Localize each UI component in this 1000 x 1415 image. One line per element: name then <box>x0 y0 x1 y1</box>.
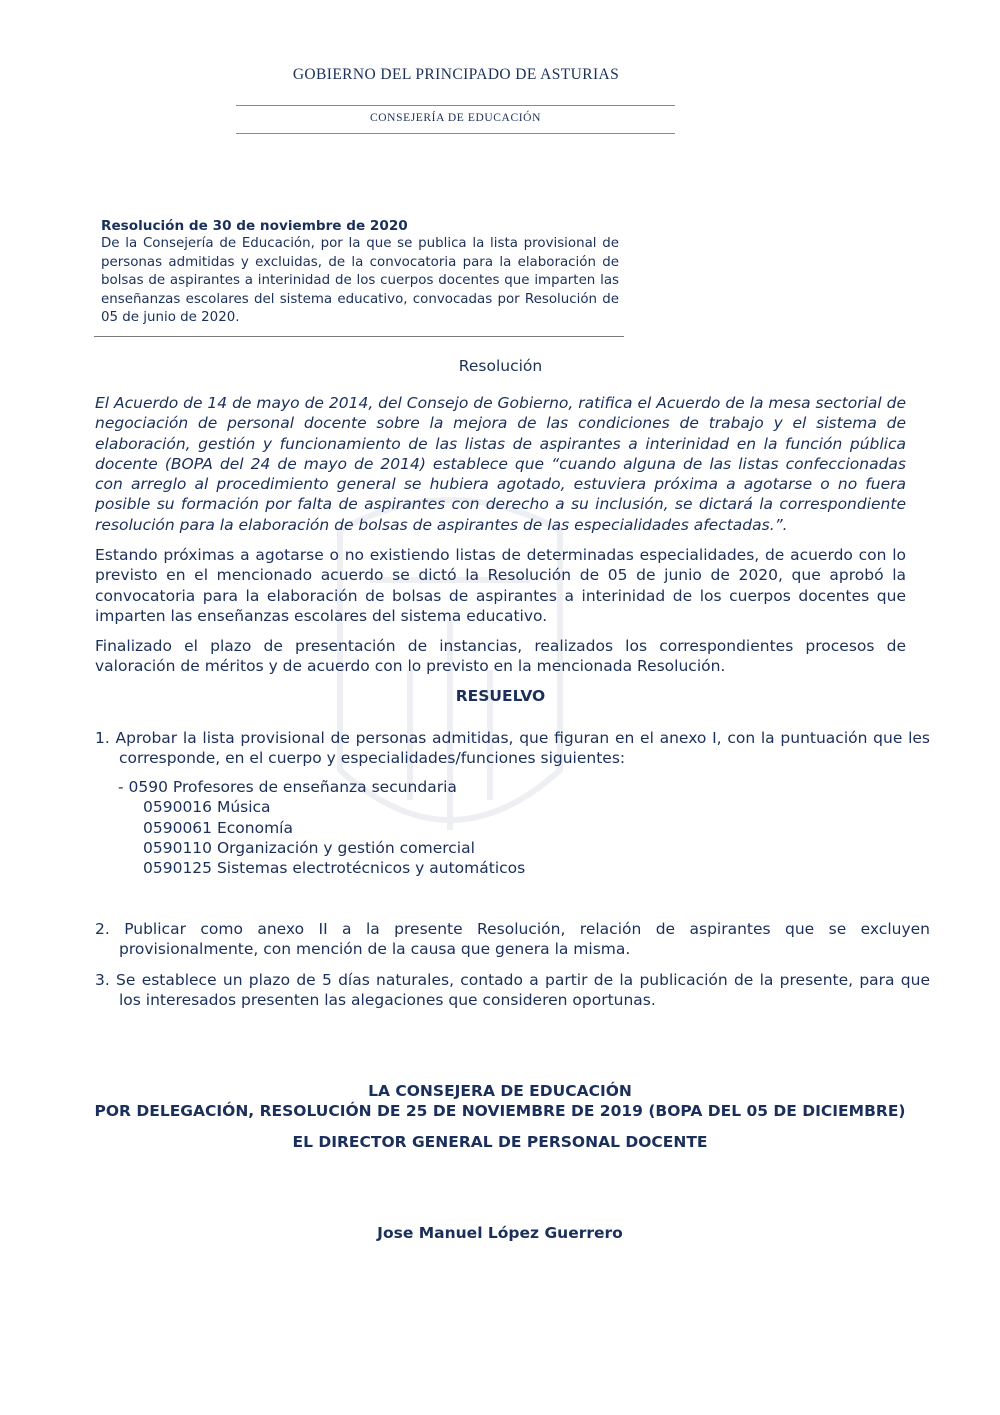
intro-quote-paragraph: El Acuerdo de 14 de mayo de 2014, del Consejo de Gobierno, ratifica el Acuerdo de la mesa sectorial de negociación de personal docente sobre la mejora de las condiciones de trabajo y el sistema de elaboración, gestión y funcionamiento de las listas de aspirantes a interinidad en la función pública docente (BOPA del 24 de mayo de 2014) establece que “cuando alguna de las listas confeccionadas con arreglo al procedimiento general se hubiera agotado, estuviera próxima a agotarse o no fuera posible su formación por falta de aspirantes con derecho a su inclusión, se dictará la correspondiente resolución para la elaboración de bolsas de aspirantes de las especialidades afectadas.”. <box>95 394 906 534</box>
resolution-summary <box>101 217 619 327</box>
resolution-item-1: 1. Aprobar la lista provisional de personas admitidas, que figuran en el anexo I, con la puntuación que les corresponde, en el cuerpo y especialidades/funciones siguientes: <box>95 729 930 768</box>
paragraph-process: Finalizado el plazo de presentación de instancias, realizados los correspondientes procesos de valoración de méritos y de acuerdo con lo previsto en la mencionada Resolución. <box>95 637 906 676</box>
resolution-title: Resolución de 30 de noviembre de 2020 <box>101 218 408 234</box>
specialties-list <box>118 777 525 878</box>
summary-divider <box>94 336 624 337</box>
teaching-body-line: - 0590 Profesores de enseñanza secundaria <box>118 778 457 796</box>
paragraph-background: Estando próximas a agotarse o no existiendo listas de determinadas especialidades, de acuerdo con lo previsto en el mencionado acuerdo se dictó la Resolución de 05 de junio de 2020, que aprobó la convocatoria para la elaboración de bolsas de aspirantes a interinidad de los cuerpos docentes que imparten las enseñanzas escolares del sistema educativo. <box>95 546 906 625</box>
header-divider-top <box>236 105 675 106</box>
header-divider-bottom <box>236 133 675 134</box>
director-title: EL DIRECTOR GENERAL DE PERSONAL DOCENTE <box>292 1133 708 1151</box>
specialty-item: 0590061 Economía <box>143 818 293 837</box>
government-title: GOBIERNO DEL PRINCIPADO DE ASTURIAS <box>292 66 620 83</box>
section-heading: Resolución <box>458 357 543 375</box>
resolution-item-2: 2. Publicar como anexo II a la presente Resolución, relación de aspirantes que se excluyen provisionalmente, con mención de la causa que genera la misma. <box>95 920 930 959</box>
specialty-item: 0590110 Organización y gestión comercial <box>143 838 475 857</box>
resuelvo-heading: RESUELVO <box>455 687 546 705</box>
signatory-name: Jose Manuel López Guerrero <box>377 1224 623 1242</box>
specialty-item: 0590125 Sistemas electrotécnicos y automáticos <box>143 859 526 878</box>
signatory-title: LA CONSEJERA DE EDUCACIÓN <box>368 1082 632 1100</box>
resolution-summary-text: De la Consejería de Educación, por la que se publica la lista provisional de personas admitidas y excluidas, de la convocatoria para la elaboración de bolsas de aspirantes a interinidad de los cuerpos docentes que imparten las enseñanzas escolares del sistema educativo, convocadas por Resolución de 05 de junio de 2020. <box>101 236 619 326</box>
resolution-item-3: 3. Se establece un plazo de 5 días naturales, contado a partir de la publicación de la presente, para que los interesados presenten las alegaciones que consideren oportunas. <box>95 971 930 1010</box>
delegation-line: POR DELEGACIÓN, RESOLUCIÓN DE 25 DE NOVIEMBRE DE 2019 (BOPA DEL 05 DE DICIEMBRE) <box>94 1102 906 1120</box>
specialty-item: 0590016 Música <box>143 798 271 817</box>
department-subtitle: CONSEJERÍA DE EDUCACIÓN <box>370 112 541 124</box>
